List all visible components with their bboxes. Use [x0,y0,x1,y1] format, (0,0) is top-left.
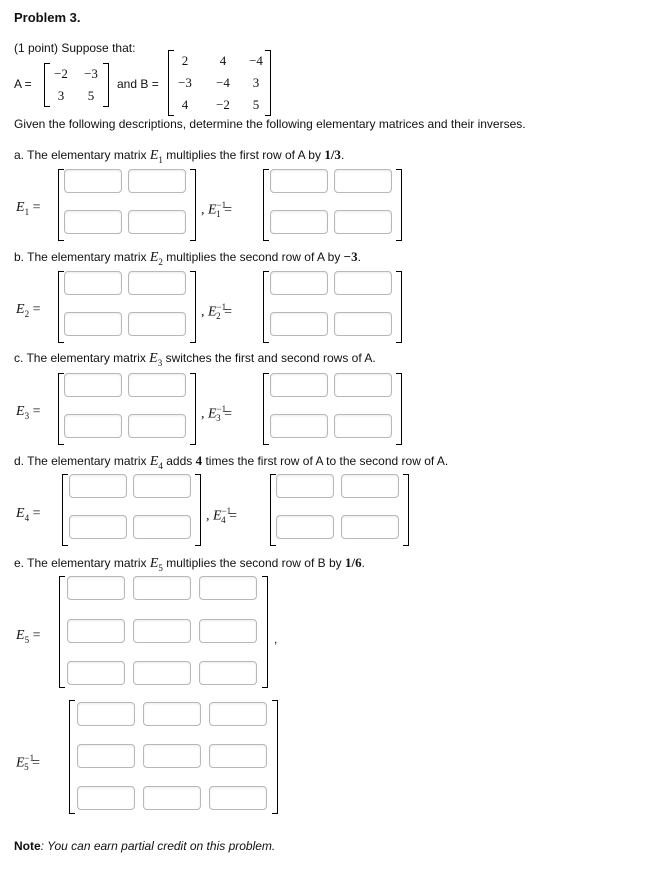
note: Note: You can earn partial credit on this problem. [14,839,276,853]
e5-inv-bracket-left [69,700,75,814]
matrix-b-cell: −2 [216,97,230,112]
e5-inverse-input[interactable] [77,786,135,810]
e5-input[interactable] [133,576,191,600]
e5-inverse-input[interactable] [143,744,201,768]
a-label: A = [14,77,32,91]
e2-inverse-input[interactable] [334,271,392,295]
and-b-label: and B = [117,77,159,91]
matrix-a-cell: −3 [84,66,98,81]
e5-comma: , [274,632,278,646]
e1-input[interactable] [64,210,122,234]
e5-bracket-right [262,576,268,688]
e2-input[interactable] [128,271,186,295]
e3-inverse-input[interactable] [270,414,328,438]
problem-title: Problem 3. [14,10,81,25]
e1-bracket-right [190,169,196,241]
part-c-description: c. The elementary matrix $E_3$ switches the first and second rows of A. [14,351,376,368]
e3-input[interactable] [128,373,186,397]
e2-inverse-input[interactable] [270,271,328,295]
e5-input[interactable] [133,661,191,685]
e5-inverse-input[interactable] [77,744,135,768]
part-b-description: b. The elementary matrix $E_2$ multiplies the second row of A by −3. [14,249,361,267]
e5-inverse-input[interactable] [209,786,267,810]
e5-input[interactable] [133,619,191,643]
e3-input[interactable] [64,414,122,438]
e1-inverse-input[interactable] [270,210,328,234]
e1-input[interactable] [128,169,186,193]
e5-input[interactable] [199,661,257,685]
e1-inverse-label: , $E^{-1}_1$ = [201,200,233,220]
e3-inverse-label: , $E^{-1}_3$ = [201,404,233,424]
e1-label: $E_1$ = [16,200,41,217]
matrix-b-cell: −3 [178,75,192,90]
e1-inverse-input[interactable] [334,210,392,234]
e5-inverse-input[interactable] [77,702,135,726]
matrix-b-cell: 3 [252,75,260,90]
e5-inverse-label: $E^{-1}_5$ = [16,753,41,773]
e1-input[interactable] [64,169,122,193]
e3-input[interactable] [128,414,186,438]
e1-input[interactable] [128,210,186,234]
e4-label: $E_4$ = [16,506,41,523]
e2-bracket-right [190,271,196,343]
part-d-description: d. The elementary matrix $E_4$ adds 4 times the first row of A to the second row of A. [14,453,449,471]
matrix-b-cell: 2 [181,53,189,68]
e5-bracket-left [59,576,65,688]
e2-inverse-input[interactable] [270,312,328,336]
points-text: (1 point) Suppose that: [14,41,136,55]
e4-inverse-input[interactable] [276,474,334,498]
e3-inverse-input[interactable] [270,373,328,397]
e4-inv-bracket-right [403,474,409,546]
e3-label: $E_3$ = [16,404,41,421]
e5-input[interactable] [67,619,125,643]
part-a-description: a. The elementary matrix $E_1$ multiplies the first row of A by 1/3. [14,147,345,165]
e5-inv-bracket-right [272,700,278,814]
e2-input[interactable] [64,312,122,336]
e5-input[interactable] [67,576,125,600]
e2-input[interactable] [128,312,186,336]
matrix-b-cell: −4 [216,75,230,90]
e4-input[interactable] [133,515,191,539]
matrix-b-cell: −4 [249,53,263,68]
part-e-description: e. The elementary matrix $E_5$ multiplies the second row of B by 1/6. [14,555,365,573]
e5-input[interactable] [199,619,257,643]
e4-inverse-input[interactable] [341,515,399,539]
e1-inverse-input[interactable] [334,169,392,193]
e1-inv-bracket-right [396,169,402,241]
e3-inv-bracket-right [396,373,402,445]
e4-bracket-right [195,474,201,546]
e2-inv-bracket-right [396,271,402,343]
matrix-b-cell: 4 [181,97,189,112]
e1-inverse-input[interactable] [270,169,328,193]
e4-input[interactable] [69,474,127,498]
e5-inverse-input[interactable] [209,744,267,768]
e5-label: $E_5$ = [16,628,41,645]
instructions: Given the following descriptions, determine the following elementary matrices and their inverses. [14,117,526,131]
e5-inverse-input[interactable] [143,786,201,810]
e2-inverse-label: , $E^{-1}_2$ = [201,302,233,322]
e3-inv-bracket-left [263,373,269,445]
e3-inverse-input[interactable] [334,373,392,397]
e1-inv-bracket-left [263,169,269,241]
e4-input[interactable] [69,515,127,539]
e2-label: $E_2$ = [16,302,41,319]
e2-inv-bracket-left [263,271,269,343]
e4-input[interactable] [133,474,191,498]
matrix-b-cell: 4 [219,53,227,68]
e5-input[interactable] [199,576,257,600]
e3-bracket-right [190,373,196,445]
e2-inverse-input[interactable] [334,312,392,336]
matrix-a-cell: −2 [54,66,68,81]
e2-input[interactable] [64,271,122,295]
e5-inverse-input[interactable] [143,702,201,726]
e4-inverse-label: , $E^{-1}_4$ = [206,506,238,526]
matrix-a-cell: 3 [57,88,65,103]
e4-inverse-input[interactable] [276,515,334,539]
e5-input[interactable] [67,661,125,685]
matrix-b-cell: 5 [252,97,260,112]
e5-inverse-input[interactable] [209,702,267,726]
e4-inverse-input[interactable] [341,474,399,498]
e4-bracket-left [62,474,68,546]
e3-inverse-input[interactable] [334,414,392,438]
matrix-a-cell: 5 [87,88,95,103]
e3-input[interactable] [64,373,122,397]
